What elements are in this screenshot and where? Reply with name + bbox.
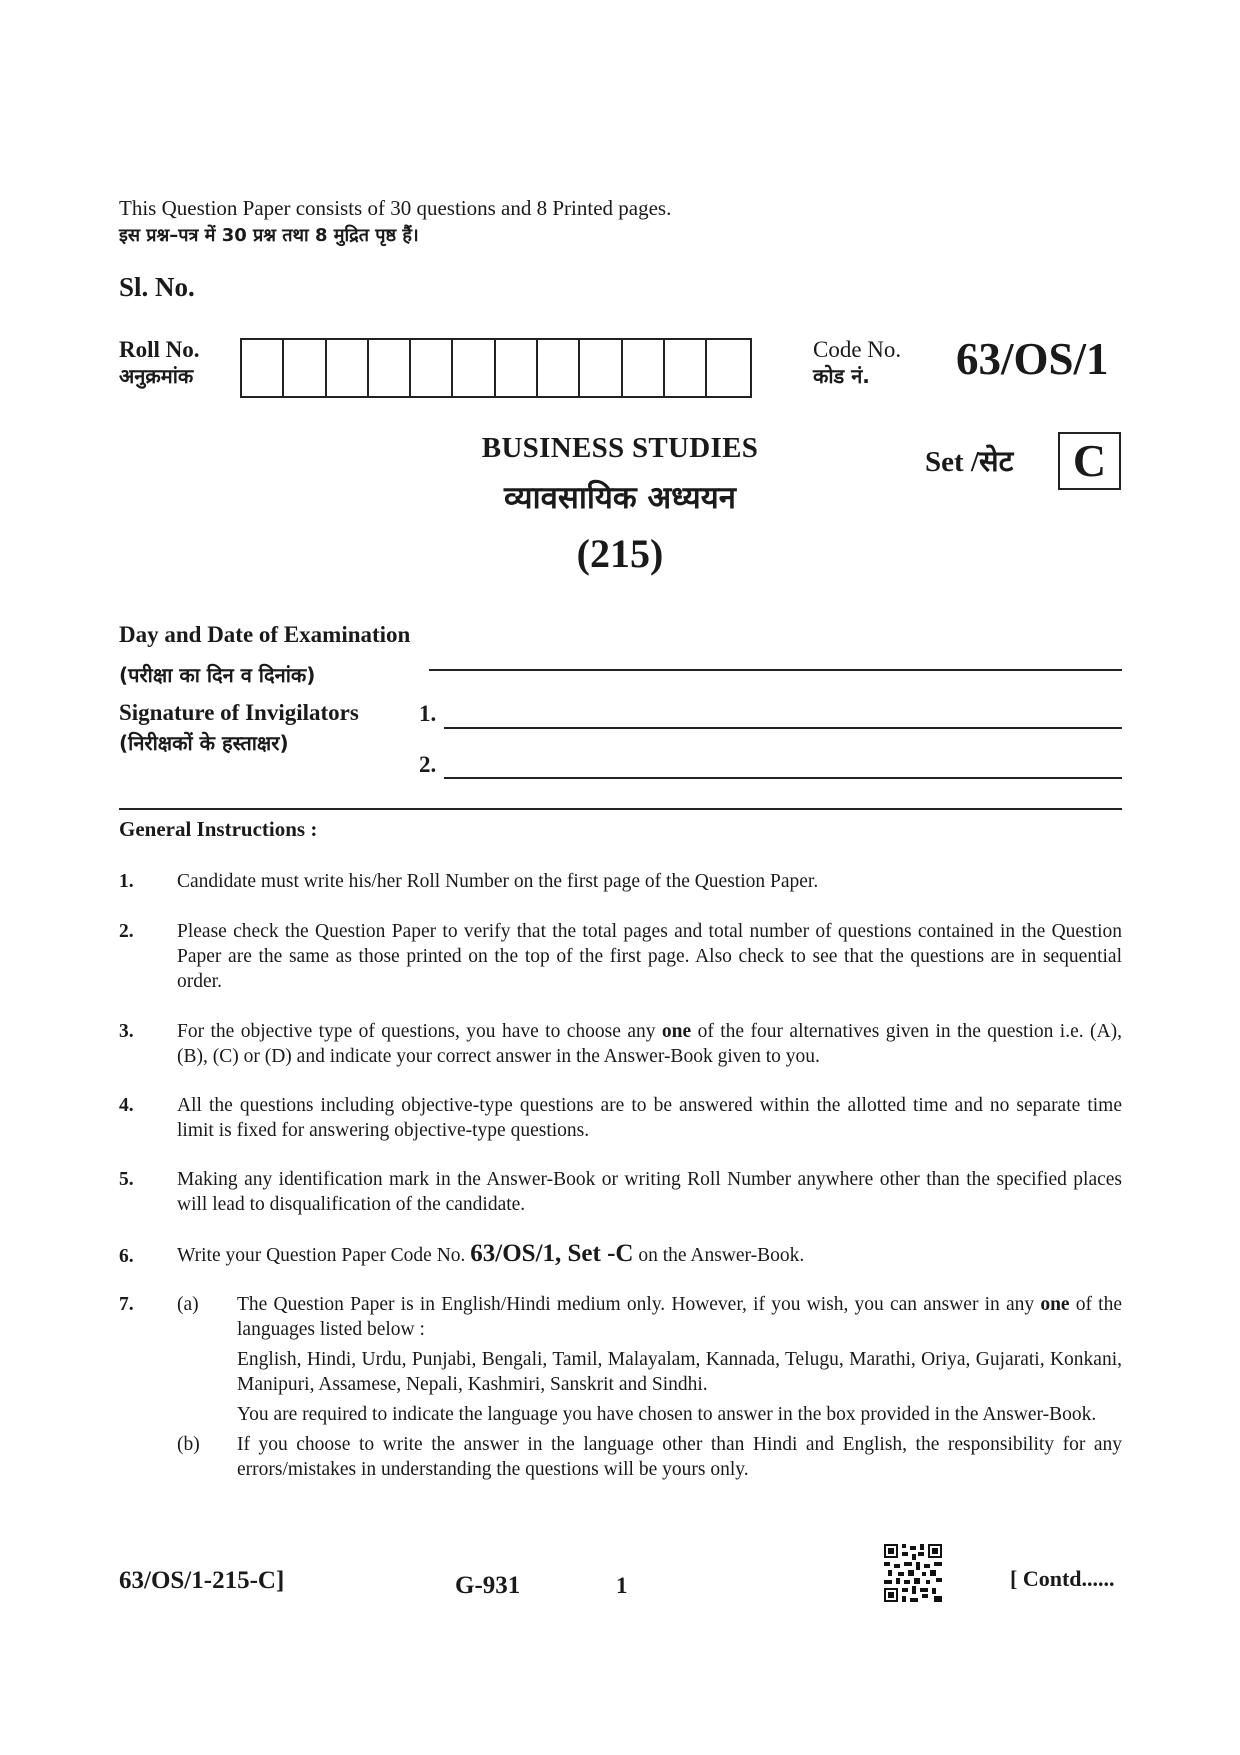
roll-number-label — [119, 337, 200, 389]
subject-name-en: BUSINESS STUDIES — [481, 432, 759, 464]
instruction-text — [177, 1019, 1122, 1069]
instruction-text — [177, 1241, 1122, 1268]
instruction-sub-a — [119, 1292, 1122, 1427]
roll-number-digit-box[interactable] — [707, 340, 749, 396]
instruction-text-part: on the Answer-Book. — [633, 1245, 805, 1266]
subject-name-hi: व्यावसायिक अध्ययन — [504, 480, 736, 516]
roll-number-digit-box[interactable] — [453, 340, 495, 396]
serial-number-label: Sl. No. — [119, 272, 195, 302]
instruction-text: Candidate must write his/her Roll Number on the first page of the Question Paper. — [177, 871, 819, 892]
roll-number-digit-box[interactable] — [369, 340, 411, 396]
exam-date-line[interactable] — [429, 669, 1122, 671]
code-number-label-en: Code No. — [813, 337, 902, 362]
invigilator-signature-label — [119, 698, 359, 758]
instruction-item — [119, 1019, 1122, 1069]
section-divider — [119, 808, 1122, 810]
code-number-label — [813, 337, 901, 389]
sub-emphasis: one — [1040, 1294, 1070, 1315]
instruction-number: 1. — [119, 871, 134, 892]
exam-date-label — [119, 615, 410, 695]
instruction-number: 4. — [119, 1095, 134, 1116]
subject-code: (215) — [576, 531, 664, 576]
instruction-number: 3. — [119, 1021, 134, 1042]
roll-number-digit-box[interactable] — [580, 340, 622, 396]
instruction-text-part: Write your Question Paper Code No. — [177, 1245, 471, 1266]
roll-number-label-en: Roll No. — [119, 337, 200, 362]
signature-2-line[interactable] — [444, 777, 1122, 779]
signature-1-line[interactable] — [444, 727, 1122, 729]
instruction-number: 6. — [119, 1246, 134, 1267]
footer-center-code: G-931 — [455, 1572, 521, 1599]
instruction-item — [119, 1241, 1122, 1268]
instruction-number: 2. — [119, 921, 134, 942]
roll-number-digit-box[interactable] — [327, 340, 369, 396]
instruction-text: All the questions including objective-type questions are to be answered within the allotted time and no separate time limit is fixed for answering objective-type questions. — [177, 1095, 1122, 1141]
sub-text — [237, 1292, 1122, 1342]
footer-paper-code: 63/OS/1-215-C] — [119, 1567, 285, 1594]
roll-number-digit-box[interactable] — [538, 340, 580, 396]
invigilator-signature-label-en: Signature of Invigilators — [119, 700, 359, 725]
exam-date-label-en: Day and Date of Examination — [119, 622, 411, 647]
instruction-item — [119, 1093, 1122, 1143]
instruction-item — [119, 869, 1122, 894]
sub-text: If you choose to write the answer in the language other than Hindi and English, the responsibility for any errors/mistakes in understanding the questions will be yours only. — [237, 1434, 1122, 1480]
code-number-label-hi: कोड नं. — [813, 364, 870, 388]
instruction-number: 7. — [119, 1294, 134, 1315]
paper-info-en: This Question Paper consists of 30 questions and 8 Printed pages. — [119, 196, 672, 220]
qr-code-icon — [884, 1544, 942, 1602]
set-label: Set /सेट — [925, 446, 1014, 478]
instruction-text-part: For the objective type of questions, you have to choose any — [177, 1021, 662, 1042]
languages-list: English, Hindi, Urdu, Punjabi, Bengali, Tamil, Malayalam, Kannada, Telugu, Marathi, Oriya, Gujarati, Konkani, Manipuri, Assamese, Nepali, Kashmiri, Sanskrit and Sindhi. — [237, 1349, 1122, 1395]
instruction-emphasis: one — [661, 1021, 692, 1042]
roll-number-digit-box[interactable] — [665, 340, 707, 396]
exam-date-label-hi: (परीक्षा का दिन व दिनांक) — [119, 663, 316, 687]
instruction-item — [119, 1167, 1122, 1217]
roll-number-digit-box[interactable] — [623, 340, 665, 396]
instruction-text-part: of the four alternatives given in the question i.e. (A), (B), (C) or (D) and indicate your correct answer in the Answer-Book given to you. — [177, 1021, 1122, 1067]
code-number-value: 63/OS/1 — [956, 334, 1109, 384]
instruction-sub-b — [119, 1432, 1122, 1482]
signature-2-number: 2. — [419, 752, 437, 777]
instruction-text: Please check the Question Paper to verify that the total pages and total number of questions contained in the Question Paper are the same as those printed on the top of the first page. Also check to see that the questions are in sequential order. — [177, 921, 1122, 992]
roll-number-label-hi: अनुक्रमांक — [119, 364, 194, 388]
paper-info-hi: इस प्रश्न–पत्र में 30 प्रश्न तथा 8 मुद्रित पृष्ठ हैं। — [119, 225, 419, 246]
roll-number-digit-box[interactable] — [496, 340, 538, 396]
instruction-item — [119, 919, 1122, 994]
set-value-box: C — [1058, 432, 1121, 490]
footer-page-number: 1 — [616, 1573, 628, 1598]
instruction-emphasis: 63/OS/1, Set -C — [470, 1240, 634, 1267]
language-note: You are required to indicate the language you have chosen to answer in the box provided in the Answer-Book. — [237, 1404, 1097, 1425]
invigilator-signature-label-hi: (निरीक्षकों के हस्ताक्षर) — [119, 731, 289, 755]
general-instructions-title: General Instructions : — [119, 817, 318, 841]
instruction-number: 5. — [119, 1169, 134, 1190]
sub-text-part: The Question Paper is in English/Hindi medium only. However, if you wish, you can answer in any — [237, 1294, 1041, 1315]
paper-info — [119, 194, 671, 250]
subject-block — [0, 432, 1240, 577]
roll-number-digit-box[interactable] — [242, 340, 284, 396]
roll-number-boxes[interactable] — [240, 338, 752, 398]
footer-continued: [ Contd...... — [1010, 1566, 1115, 1591]
instruction-item-7 — [119, 1292, 1122, 1482]
roll-number-digit-box[interactable] — [284, 340, 326, 396]
instruction-text: Making any identification mark in the Answer-Book or writing Roll Number anywhere other than the specified places will lead to disqualification of the candidate. — [177, 1169, 1122, 1215]
sub-text-part: of the languages listed below : — [237, 1294, 1122, 1340]
signature-1-number: 1. — [419, 701, 437, 726]
sub-label: (a) — [177, 1294, 199, 1315]
roll-number-digit-box[interactable] — [411, 340, 453, 396]
sub-label: (b) — [177, 1434, 200, 1455]
